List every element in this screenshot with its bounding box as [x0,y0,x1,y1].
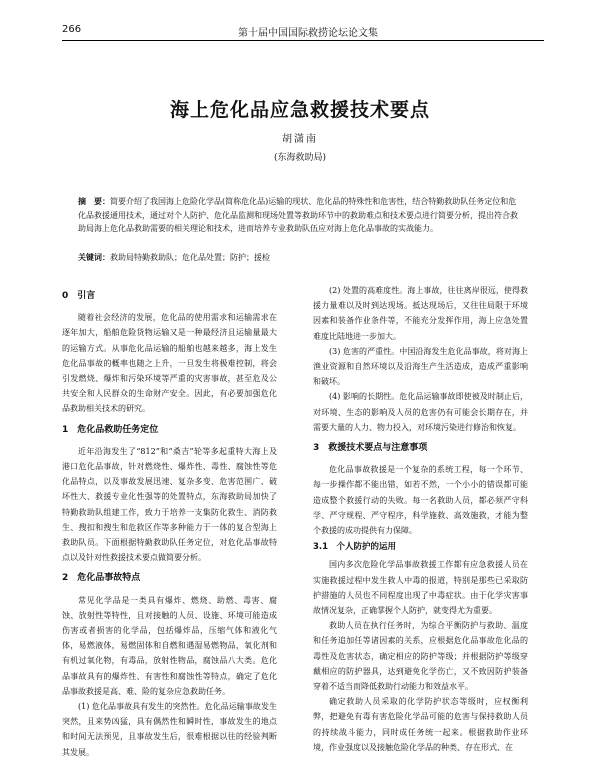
subsection-heading-3-1: 3.1 个人防护的运用 [313,542,397,553]
paragraph: (1) 危化品事故具有发生的突然性。危化品运输事故发生突然，且来势凶猛，具有偶然性和瞬时性，事故发生的地点和时间无法预见，且事故发生后，很难根据以往的经验判断其发展。 [62,702,277,757]
section-heading-0: 0 引言 [62,291,96,301]
keywords-text: 救助局特勤救助队；危化品处置；防护；援检 [110,253,270,262]
header-rule [62,40,544,41]
paragraph: 近年沿海发生了“812”和“桑吉”轮等多起重特大海上及港口危化品事故，针对燃烧性、爆炸性、毒性、腐蚀性等危化品特点，以及事故发展迅速、复杂多变、危害范围广、破坏性大、救援专业化性强等的处置特点，东海救助局加快了特勤救助队组建工作，致力于培养一支集防化救生、消防救生、搜扣和搜生和危救区作等多种能力于一体的复合型海上救助队员。下面根据特勤救助队任务定位，对危化品事故特点以及针对性救援技术要点做简要分析。 [62,446,277,563]
paragraph: (3) 危害的严重性。中国沿海发生危化品事故，将对海上渔业资源和自然环境以及沿海生产生活造成，造成严重影响和破坏。 [313,346,528,387]
paragraph: 危化品事故救援是一个复杂的系统工程，每一个环节、每一步操作都不能出错，如若不然，一个小小的错误都可能造成整个救援行动的失败。每一名救助人员，都必须严守科学、严守规程、严守程序，科学施救、高效施救，才能为整个救援的成功提供有力保障。 [313,465,528,536]
left-column [62,283,277,760]
page-number: 266 [62,24,82,35]
abstract-label: 摘 要： [78,197,110,206]
author-name: 胡潇南 [282,134,318,145]
section-heading-1: 1 危化品救助任务定位 [62,424,159,435]
paragraph: (2) 处置的高难度性。海上事故，往往离岸很远，使得救援力量难以及时到达现场。抵达现场后，又往往局限于环境因素和装备作业条件等，不能充分发挥作用，海上应急处置难度比陆地进一步加大。 [313,286,528,341]
running-title: 第十届中国国际救捞论坛论文集 [238,28,378,39]
paragraph: (4) 影响的长期性。危化品运输事故即使被及时制止后，对环境、生态的影响及人员的危害仍有可能会长期存在，并需要大量的人力、物力投入，对环境污染进行修治和恢复。 [313,392,528,432]
paragraph: 救助人员在执行任务时，为综合平衡防护与救助、温度和任务追加任等诸因素的关系，应根据危化品事故危化品的毒性及危害状态，确定相应的防护等级；并根据防护等级穿戴相应的防护器具，达到避免化学伤亡，又不致因防护装备穿着不适当而降低救助行动能力和效益水平。 [313,621,528,692]
keywords-label: 关键词： [78,253,110,262]
paragraph: 国内多次危险化学品事故救援工作都有应急救援人员在实施救援过程中发生救人中毒的报道，特别是那些已采取防护措施的人员也不同程度出现了中毒症状。由于化学灾害事故情况复杂，正确掌握个人防护，就变得尤为重要。 [313,560,528,616]
section-heading-2: 2 危化品事故特点 [62,573,141,584]
paragraph: 常见化学品是一类具有爆炸、燃烧、助燃、毒害、腐蚀、放射性等特性，且对接触的人员、设施、环境可能造成伤害或者损害的化学品，包括爆炸品，压缩气体和液化气体，易燃液体，易燃固体和自燃和遇湿易燃物品，氧化剂和有机过氧化物，有毒品，放射性物品，腐蚀品八大类。危化品事故具有的爆炸性、有害性和腐蚀性等特点，确定了危化品事故救援是高、难、险的复杂应急救助任务。 [62,595,277,696]
author-affiliation: (东海救助局) [273,153,327,163]
abstract [78,195,523,236]
keywords [78,251,523,265]
paragraph: 确定救助人员采取的化学防护状态等级时，应权衡利弊，把避免有毒有害危险化学品可能的危害与保持救助人员的持续战斗能力，同时成任务统一起来。根据救助作业环境，作业强度以及接触危险化学品的种类、存在形式、在 [313,697,528,752]
right-column [313,283,528,755]
paper-title: 海上危化品应急救援技术要点 [169,99,430,121]
section-heading-3: 3 救援技术要点与注意事项 [313,443,428,454]
paragraph: 随着社会经济的发展，危化品的使用需求和运输需求在逐年加大，船舶危险货物运输又是一种最经济且运输量最大的运输方式。从事危化品运输的船舶也越来越多，海上发生危化品事故的概率也随之上升，一旦发生将极难控制，将会引发燃烧、爆炸和污染环境等严重的灾害事故，甚至危及公共安全和人民群众的生命财产安全。因此，有必要加强危化品救助相关技术的研究。 [62,313,277,414]
page-header [62,20,544,40]
abstract-text: 简要介绍了我国海上危险化学品(简称危化品)运输的现状、危化品的特殊性和危害性，结合特勤救助队任务定位和危化品救援通用技术，通过对个人防护、危化品监测和现场处置等救助环节中的救助难点和技术要点进行简要分析，提出符合救助局海上危化品救助需要的相关理论和技术，进而培养专业救助队伍应对海上危化品事故的实战能力。 [78,197,518,233]
